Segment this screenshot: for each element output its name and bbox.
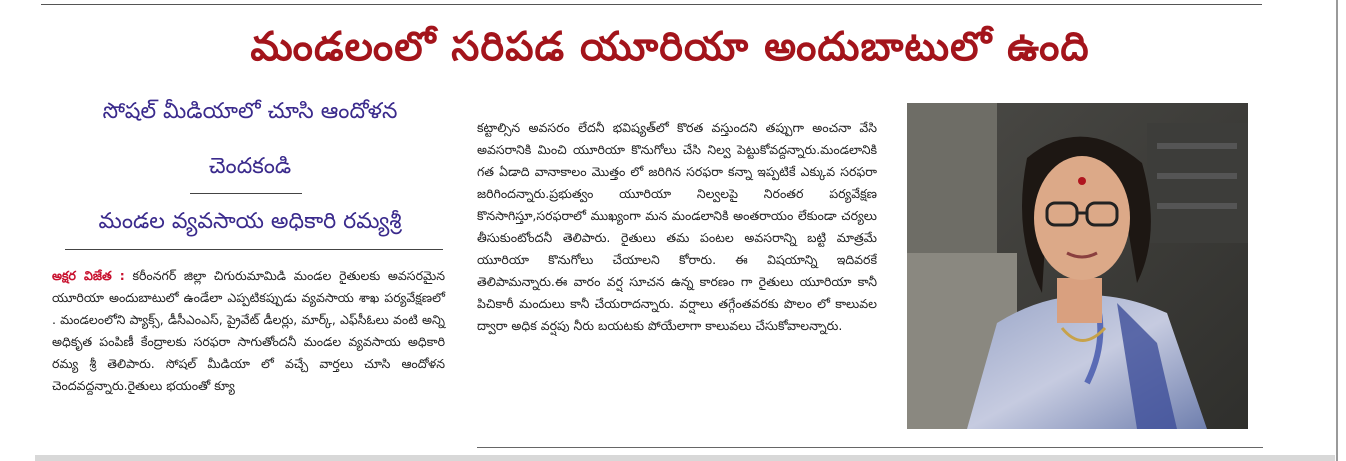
left-column-text: కరీంనగర్ జిల్లా చిగురుమామిడి మండల రైతులకు అవసరమైన యూరియా అందుబాటులో ఉండేలా ఎప్పటికప్పుడు వ్యవసాయ శాఖ పర్యవేక్షణలో . మండలంలోని ప్యాక్స్, డీసీఎంఎస్, ప్రైవేట్ డీలర్లు, మార్క్, ఎఫ్‌సీఓలు వంటి అన్ని అధికృత పంపిణీ కేంద్రాలకు సరఫరా సాగుతోందనీ మండల వ్యవసాయ అధికారి రమ్య శ్రీ తెలిపారు. సోషల్ మీడియా లో వచ్చే వార్తలు చూసి ఆందోళన చెందవద్దన్నారు.రైతులు భయంతో క్యూ (52, 268, 445, 393)
officer-photo-illustration (907, 103, 1248, 429)
subheading-1: సోషల్ మీడియాలో చూసి ఆందోళన (102, 99, 398, 124)
bottom-band (35, 455, 1335, 461)
left-column-paragraph (52, 265, 445, 397)
subheading-2: చెందకండి (208, 154, 292, 179)
bottom-rule (477, 447, 1263, 448)
headline: మండలంలో సరిపడ యూరియా అందుబాటులో ఉంది (250, 24, 1090, 70)
top-rule (41, 4, 1262, 5)
middle-column (477, 117, 877, 337)
officer-photo (907, 103, 1248, 429)
subheading-rule-1 (190, 193, 302, 194)
subheading-3: మండల వ్యవసాయ అధికారి రమ్యశ్రీ (98, 209, 402, 234)
left-column (52, 265, 445, 397)
middle-column-text: కట్టాల్సిన అవసరం లేదనీ భవిష్యత్‌లో కొరత వస్తుందని తప్పుగా అంచనా వేసి అవసరానికి మించి యూరియా కొనుగోలు చేసి నిల్వ పెట్టుకోవద్దన్నారు.మండలానికి గత ఏడాది వానాకాలం మొత్తం లో జరిగిన సరఫరా కన్నా ఇప్పటికే ఎక్కువ సరఫరా జరిగిందన్నారు.ప్రభుత్వం యూరియా నిల్వలపై నిరంతర పర్యవేక్షణ కొనసాగిస్తూ,సరఫరాలో ముఖ్యంగా మన మండలానికి అంతరాయం లేకుండా చర్యలు తీసుకుంటోందనీ తెలిపారు. రైతులు తమ పంటల అవసరాన్ని బట్టి మాత్రమే యూరియా కొనుగోలు చేయాలని కోరారు. ఈ విషయాన్ని ఇదివరకే తెలిపామన్నారు.ఈ వారం వర్ష సూచన ఉన్న కారణం గా రైతులు యూరియా కానీ పిచికారీ మందులు కానీ చేయరాదన్నారు. వర్షాలు తగ్గేంతవరకు పొలం లో కాలువల ద్వారా అధిక వర్షపు నీరు బయటకు పోయేలాగా కాలువలు చేసుకోవాలన్నారు. (477, 120, 877, 333)
right-border (1336, 0, 1338, 461)
subheading-rule-2 (65, 249, 443, 250)
dateline: అక్షర విజేత : (52, 268, 125, 283)
